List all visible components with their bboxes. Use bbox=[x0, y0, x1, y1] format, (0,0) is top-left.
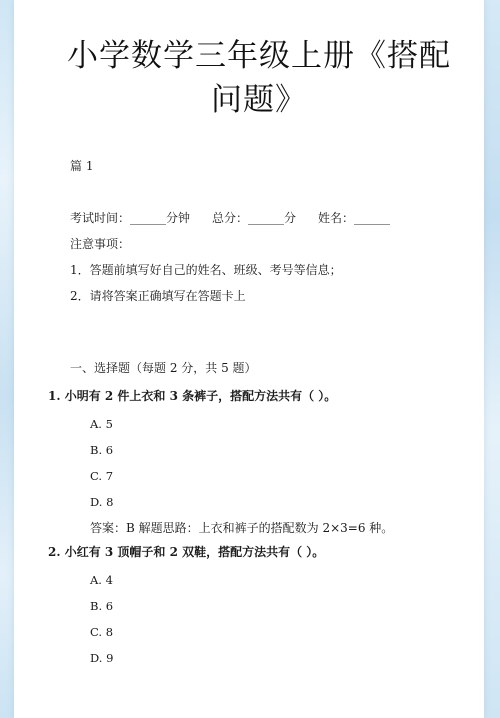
page-title: 小学数学三年级上册《搭配问题》 bbox=[67, 38, 451, 118]
question-2-option-c: C. 8 bbox=[90, 625, 114, 639]
part-heading: 一、选择题（每题 2 分，共 5 题） bbox=[70, 361, 257, 375]
notice-item: 2．请将答案正确填写在答题卡上 bbox=[70, 289, 246, 303]
question-2-stem: 2. 小红有 3 顶帽子和 2 双鞋，搭配方法共有（ ）。 bbox=[48, 545, 325, 559]
question-1-stem: 1. 小明有 2 件上衣和 3 条裤子，搭配方法共有（ ）。 bbox=[48, 389, 337, 403]
question-2-option-b: B. 6 bbox=[90, 599, 114, 613]
question-1-option-c: C. 7 bbox=[90, 469, 114, 483]
notice-heading: 注意事项： bbox=[70, 237, 131, 251]
total-score: 总分：______分 bbox=[212, 211, 297, 225]
paper-sheet bbox=[14, 0, 484, 718]
question-1-option-a: A. 5 bbox=[90, 417, 113, 431]
question-2-option-d: D. 9 bbox=[90, 651, 114, 665]
question-1-answer: 答案：B 解题思路：上衣和裤子的搭配数为 2×3=6 种。 bbox=[90, 521, 394, 535]
exam-time: 考试时间：______分钟 bbox=[70, 211, 191, 225]
section-label: 篇 1 bbox=[70, 159, 94, 173]
exam-info-row bbox=[70, 210, 390, 226]
question-2-option-a: A. 4 bbox=[90, 573, 113, 587]
notice-item: 1．答题前填写好自己的姓名、班级、考号等信息； bbox=[70, 263, 342, 277]
student-name: 姓名：______ bbox=[318, 211, 391, 225]
question-1-option-d: D. 8 bbox=[90, 495, 114, 509]
question-1-option-b: B. 6 bbox=[90, 443, 114, 457]
